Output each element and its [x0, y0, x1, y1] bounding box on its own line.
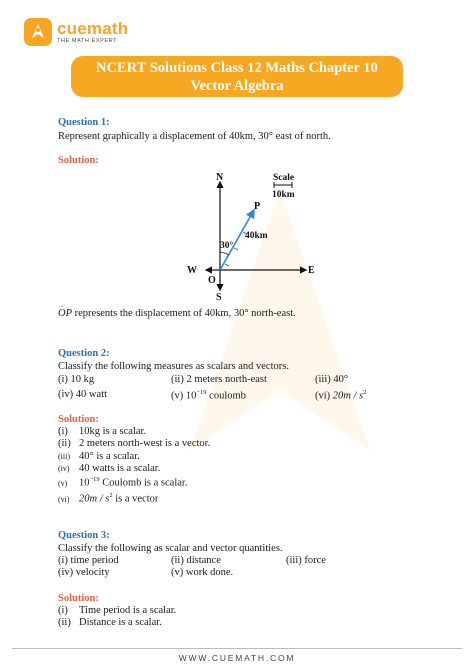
- question-1-text: Represent graphically a displacement of 40km, 30° east of north.: [58, 131, 331, 142]
- page-title-line2: Vector Algebra: [190, 78, 284, 94]
- q2-answer-1: (i) 10kg is a scalar.: [58, 426, 147, 437]
- north-label: N: [216, 172, 224, 183]
- q3-answer-1: (i) Time period is a scalar.: [58, 605, 177, 616]
- solution-1-heading: Solution:: [58, 155, 99, 166]
- q2-answer-6: (vi) $20m / s^2$ is a vector: [58, 492, 159, 505]
- q2-item-iii: (iii) 40°: [315, 374, 349, 385]
- q3-item-v: (v) work done.: [171, 567, 234, 578]
- q2-item-vi: (vi) $20m / s^2$: [315, 389, 367, 402]
- q3-item-iii: (iii) force: [286, 555, 326, 566]
- question-1-heading: Question 1:: [58, 117, 110, 128]
- south-label: S: [216, 292, 222, 303]
- scale-value: 10km: [272, 190, 295, 200]
- cuemath-logo: [24, 18, 128, 46]
- footer: [0, 648, 474, 670]
- op-statement-text: represents the displacement of 40km, 30° north-east.: [72, 308, 296, 319]
- q2-item-ii: (ii) 2 meters north-east: [171, 374, 267, 385]
- angle-label: 30°: [220, 241, 234, 251]
- q2-answer-3: (iii) 40° is a scalar.: [58, 451, 140, 462]
- q2-item-iv: (iv) 40 watt: [58, 389, 107, 400]
- op-statement: [58, 303, 296, 319]
- page-title-line1: NCERT Solutions Class 12 Maths Chapter 10: [96, 60, 378, 76]
- q2-item-i: (i) 10 kg: [58, 374, 95, 385]
- question-3-text: Classify the following as scalar and vector quantities.: [58, 543, 283, 554]
- logo-tagline: THE MATH EXPERT: [57, 37, 118, 44]
- op-vector-symbol: → OP: [58, 303, 72, 319]
- scale-title: Scale: [273, 173, 295, 183]
- magnitude-label: 40km: [245, 231, 268, 241]
- q3-answer-2: (ii) Distance is a scalar.: [58, 617, 162, 628]
- footer-url[interactable]: WWW.CUEMATH.COM: [178, 653, 296, 663]
- q2-answer-5: (v) $10^{-19}$ Coulomb is a scalar.: [58, 476, 188, 489]
- west-label: W: [187, 265, 197, 276]
- q2-item-v: (v) $10^{-19}$ coulomb: [171, 389, 246, 402]
- question-3-heading: Question 3:: [58, 530, 110, 541]
- logo-name: cuemath: [57, 18, 129, 38]
- rocket-icon: [24, 18, 52, 46]
- solution-2-heading: Solution:: [58, 414, 99, 425]
- q3-item-iv: (iv) velocity: [58, 567, 110, 578]
- origin-label: O: [208, 275, 216, 286]
- displacement-diagram: [170, 166, 330, 306]
- q3-item-ii: (ii) distance: [171, 555, 221, 566]
- q2-answer-4: (iv) 40 watts is a scalar.: [58, 463, 161, 474]
- page-title-banner: [71, 56, 403, 97]
- solution-3-heading: Solution:: [58, 593, 99, 604]
- q2-answer-2: (ii) 2 meters north-west is a vector.: [58, 438, 211, 449]
- question-2-text: Classify the following measures as scalars and vectors.: [58, 361, 289, 372]
- angle-arc: [220, 252, 229, 255]
- east-label: E: [308, 265, 315, 276]
- point-label: P: [254, 201, 261, 212]
- q3-item-i: (i) time period: [58, 555, 119, 566]
- question-2-heading: Question 2:: [58, 348, 110, 359]
